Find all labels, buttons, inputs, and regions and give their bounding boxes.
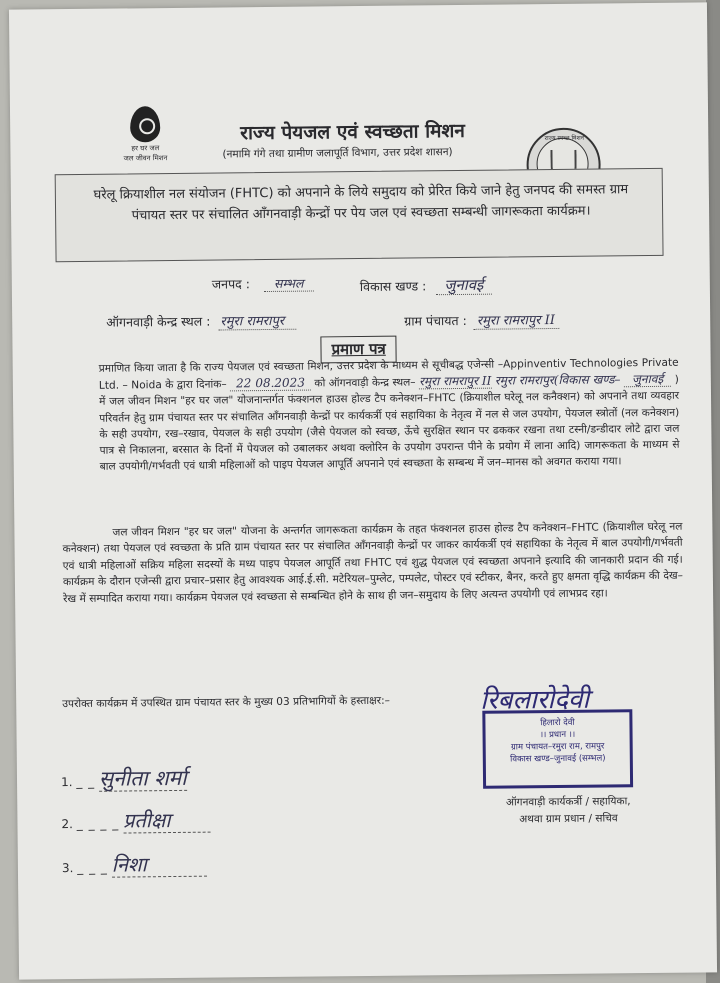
banner-text: घरेलू क्रियाशील नल संयोजन (FHTC) को अपनाने के लिये समुदाय को प्रेरित किये जाने हेतु जनपद की समस्त ग्राम पंचायत स्तर पर संचालित आँगनवाड़ी केन्द्रों पर पेय जल एवं स्वच्छता सम्बन्धी जागरूकता कार्यक्रम। [93, 182, 629, 224]
kendra-value: रमुरा रामरापुर [218, 314, 296, 331]
document-page [9, 2, 717, 979]
participant-signature: प्रतीक्षा [123, 808, 211, 834]
left-logo-text: हर घर जल [131, 144, 160, 153]
official-signature: रिबलारोदेवी [480, 684, 590, 716]
vikas-khand-label: विकास खण्ड : [359, 278, 427, 295]
para1-vikas-khand-value: जुनावई [624, 372, 671, 387]
participant-signature: निशा [112, 852, 207, 878]
gram-panchayat-field [404, 310, 559, 330]
certificate-paragraph-1 [99, 355, 680, 475]
stamp-line-4: विकास खण्ड–जुनावई (सम्भल) [510, 753, 606, 765]
vikas-khand-value: जुनावई [436, 276, 491, 296]
janpad-field [212, 275, 314, 293]
para1-part-a: प्रमाणित किया जाता है कि राज्य पेयजल एवं स्वच्छता मिशन, उत्तर प्रदेश के माध्यम से सूचीबद्ध एजेन्सी –Appinventiv Technologies Private Ltd. – Noida के द्वारा दिनांक– [98, 356, 679, 392]
program-date: 22 08.2023 [230, 376, 311, 392]
stamp-line-3: ग्राम पंचायत–रमुरा राम, रामपुर [510, 741, 605, 753]
gram-panchayat-label: ग्राम पंचायत : [404, 312, 467, 329]
gram-panchayat-value: रमुरा रामरापुर II [473, 313, 559, 330]
participant-number: 2. [61, 817, 73, 832]
para1-part-c: रमुरा रामरापुर(विकास खण्ड– [494, 372, 621, 388]
stamp-line-2: ।। प्रधान ।। [539, 729, 576, 741]
vikas-khand-field [360, 275, 492, 296]
janpad-value: सम्भल [264, 276, 314, 293]
signatory-designation [473, 793, 663, 829]
kendra-field [106, 311, 296, 331]
certificate-heading: प्रमाण पत्र [320, 336, 397, 364]
certificate-paragraph-2 [62, 519, 683, 608]
left-logo-subtext: जल जीवन मिशन [123, 154, 168, 163]
program-title-banner [55, 168, 664, 262]
mission-title: राज्य पेयजल एवं स्वच्छता मिशन [240, 119, 466, 145]
designation-line-2: अथवा ग्राम प्रधान / सचिव [519, 812, 618, 826]
right-logo-text: राज्य स्वच्छ मिशन [544, 134, 585, 143]
para1-part-b: को ऑगनवाड़ी केन्द्र स्थल– [314, 376, 416, 390]
para1-kendra-value: रमुरा रामरापुर II [418, 373, 492, 389]
para1-part-d: ) में जल जीवन मिशन "हर घर जल" योजनान्तर्गत फंक्शनल हाउस होल्ड टैप कनेक्शन–FHTC (क्रियाशील घरेलू नल कनैक्शन) को अपनाने तथा व्यवहार परिवर्तन हेतु ग्राम पंचायत स्तर पर संचालित आँगनवाड़ी केन्द्रों पर कार्यकर्त्री एवं सहायिका के नेतृत्व में नल से जल उपयोग, पेयजल स्त्रोतों (नल कनेक्शन) के सही उपयोग, रख–रखाव, पेयजल के सही उपयोग (जैसे पेयजल को स्वच्छ, ऊँचे सुरक्षित स्थान पर ढककर रखना तथा टस्नी/डन्डीदार लोटे द्वारा जल पात्र से निकालना, बरसात के दिनों में पेयजल को उबालकर अथवा क्लोरिन के उपयोग उपरान्त पीने के प्रयोग में लाना आदि) जागरूकता के माध्यम से बाल उपयोगी/गर्भवती एवं धात्री महिलाओं को पाइप पेयजल आपूर्ति अपनाने एवं स्वच्छता के सम्बन्ध में जन–मानस को अवगत कराया गया। [98, 373, 680, 473]
participant-number: 3. [61, 861, 74, 876]
water-drop-icon [130, 106, 160, 142]
designation-line-1: ऑगनवाड़ी कार्यकर्त्री / सहायिका, [505, 795, 631, 809]
pradhan-stamp [482, 709, 633, 789]
department-subtitle: (नमामि गंगे तथा ग्रामीण जलापूर्ति विभाग, उत्तर प्रदेश शासन) [222, 146, 453, 161]
stamp-line-1: हिलारो देवी [540, 717, 575, 729]
participant-signature-intro: उपरोक्त कार्यक्रम में उपस्थित ग्राम पंचायत स्तर के मुख्य 03 प्रतिभागियों के हस्ताक्षर:– [62, 694, 390, 711]
janpad-label: जनपद : [211, 276, 251, 292]
participant-signature-2: 2. _ _ _ _ प्रतीक्षा [61, 806, 210, 835]
participant-signature-1: 1. _ _ सुनीता शर्मा [60, 765, 187, 791]
participant-number: 1. [60, 775, 73, 790]
para2-text: जल जीवन मिशन "हर घर जल" योजना के अन्तर्गत जागरूकता कार्यक्रम के तहत फंक्शनल हाउस होल्ड टैप कनेक्शन–FHTC (क्रियाशील घरेलू नल कनेक्शन) तथा पेयजल एवं स्वच्छता के प्रति ग्राम पंचायत स्तर पर संचालित आँगनवाड़ी केन्द्रों पर जाकर कार्यकर्त्री एवं सहायिका के नेतृत्व में बाल उपयोगी/गर्भवती एवं धात्री महिलाओं सक्रिय महिला सदस्यों के मध्य पाइप पेयजल आपूर्ति तथा FHTC एवं शुद्ध पेयजल एवं स्वच्छता अपनाने इत्यादि की जानकारी प्रदान की गई। कार्यक्रम के दौरान एजेन्सी द्वारा प्रचार–प्रसार हेतु आवश्यक आई.ई.सी. मटेरियल–पुम्लेट, पम्पलेट, पोस्टर एवं स्टीकर, बैनर, करते हुए क्षमता वृद्धि कार्यक्रम की देख–रेख में सम्पादित कराया गया। कार्यक्रम पेयजल एवं स्वच्छता से सम्बन्धित होने के साथ ही जन–समुदाय के लिए अत्यन्त उपयोगी एवं लाभप्रद रहा। [62, 520, 683, 605]
participant-signature: सुनीता शर्मा [98, 765, 187, 791]
kendra-label: ऑगनवाड़ी केन्द्र स्थल : [106, 313, 211, 330]
participant-signature-3: 3. _ _ _ निशा [62, 850, 207, 879]
jal-jeevan-mission-logo [120, 106, 171, 163]
